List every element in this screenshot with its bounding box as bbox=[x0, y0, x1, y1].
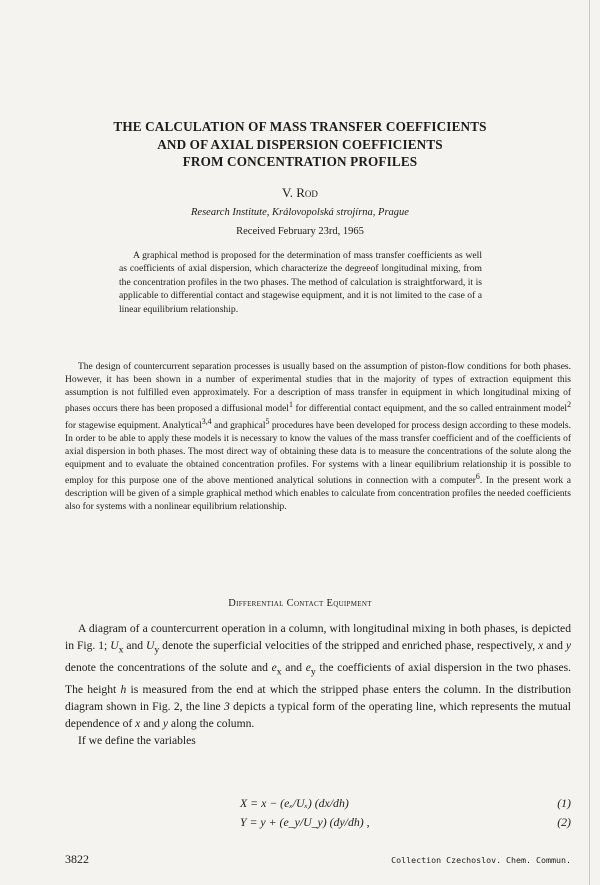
var-y: y bbox=[565, 639, 571, 653]
body-text-run: denote the concentrations of the solute and bbox=[65, 660, 272, 674]
title-line-3: FROM CONCENTRATION PROFILES bbox=[182, 154, 418, 169]
body-text bbox=[65, 620, 571, 750]
journal-name: Collection Czechoslov. Chem. Commun. bbox=[391, 855, 571, 865]
section-heading: Differential Contact Equipment bbox=[228, 598, 372, 609]
body-text-run: and bbox=[123, 639, 147, 653]
equation-expression: Y = y + (e_y/U_y) (dy/dh) , bbox=[240, 815, 370, 829]
body-text-run: the coefficients of axial dispersion in the two phases. The height bbox=[65, 660, 572, 696]
body-text-run: depicts a typical form of the operating line, which represents the mutual dependence of bbox=[65, 699, 571, 731]
body-text-run: along the column. bbox=[168, 717, 255, 731]
body-text-run: is measured from the end at which the stripped phase enters the column. In the distribution diagram shown in Fig. 2, the line bbox=[65, 682, 571, 713]
received-date: Received February 23rd, 1965 bbox=[236, 226, 364, 237]
title-line-2: AND OF AXIAL DISPERSION COEFFICIENTS bbox=[157, 136, 443, 152]
var-x: x bbox=[135, 717, 141, 731]
intro-text: for differential contact equipment, and the so called entrainment model bbox=[292, 404, 568, 415]
ref-superscript: 2 bbox=[567, 400, 572, 410]
author-name: V. Rod bbox=[282, 185, 318, 200]
article-title bbox=[0, 118, 600, 171]
body-text-run: and bbox=[140, 717, 163, 731]
body-text-run: denote the superficial velocities of the stripped and enriched phase, respectively, bbox=[159, 639, 539, 653]
intro-text: and graphical bbox=[211, 421, 266, 432]
body-paragraph-2: If we define the variables bbox=[78, 734, 196, 748]
body-paragraph-1 bbox=[65, 620, 571, 732]
page-number: 3822 bbox=[65, 852, 89, 866]
var-x: x bbox=[538, 639, 544, 653]
var-e: e bbox=[271, 660, 277, 674]
author-affiliation: Research Institute, Královopolská strojírna, Prague bbox=[191, 207, 409, 218]
ref-superscript: 3,4 bbox=[201, 417, 212, 427]
intro-text: procedures have been developed for process design according to these models. In order to be able to apply these models it is necessary to know the values of the mass transfer coefficient and of the coefficients of axial dispersion in both phases. The most direct way of obtaining these data is to measure the concentrations of the solute along the equipment and to evaluate the obtained concentration profiles. For systems with a linear equilibrium relationship it is possible to employ for this purpose one of the above mentioned analytical solutions in connection with a computer bbox=[65, 421, 571, 487]
equation-number: (1) bbox=[557, 796, 571, 810]
body-text-run: and bbox=[281, 660, 306, 674]
equation-1 bbox=[65, 796, 571, 813]
sub-y: y bbox=[154, 644, 160, 656]
equation-expression: X = x − (eₓ/Uₓ) (dx/dh) bbox=[240, 796, 349, 810]
intro-text: The design of countercurrent separation processes is usually based on the assumption of piston-flow conditions for both phases. However, it has been shown in a number of experimental studies that in the majority of types of extraction equipment this assumption is not fulfilled even approximately. For a description of mass transfer in equipment in which longitudinal mixing of phases occurs there has been proposed a diffusional model bbox=[65, 362, 571, 415]
ref-superscript: 6 bbox=[475, 472, 480, 482]
abstract-text: A graphical method is proposed for the determination of mass transfer coefficients as well as coefficients of axial dispersion, which characterize the degreeof longitudinal mixing, from the concentration profiles in the two phases. The method of calculation is straightforward, it is applicable to differential contact and stagewise equipment, and it is not limited to the case of a linear equilibrium relationship. bbox=[119, 250, 482, 315]
body-text-run: and bbox=[543, 639, 566, 653]
intro-text: for stagewise equipment. Analytical bbox=[65, 421, 202, 432]
title-line-1: THE CALCULATION OF MASS TRANSFER COEFFICIENTS bbox=[113, 119, 487, 134]
var-e: e bbox=[305, 660, 311, 674]
var-h: h bbox=[120, 682, 127, 696]
equation-2 bbox=[65, 815, 571, 832]
ref-superscript: 1 bbox=[288, 400, 293, 410]
ref-superscript: 5 bbox=[265, 417, 270, 427]
intro-paragraph bbox=[65, 361, 571, 514]
var-U: U bbox=[146, 639, 155, 653]
introduction bbox=[65, 361, 571, 514]
body-text-run: A diagram of a countercurrent operation in a column, with longitudinal mixing in both phases, is depicted in Fig. 1; bbox=[65, 622, 571, 653]
sub-y: y bbox=[310, 666, 316, 678]
var-y: y bbox=[162, 717, 169, 731]
sub-x: x bbox=[118, 644, 124, 656]
sub-x: x bbox=[276, 666, 282, 678]
equation-number: (2) bbox=[557, 815, 571, 829]
abstract bbox=[119, 249, 482, 316]
line-number: 3 bbox=[223, 699, 230, 713]
var-U: U bbox=[110, 639, 119, 653]
intro-text: . In the present work a description will be given of a simple graphical method which enables to calculate from concentration profiles the needed coefficients also for systems with a nonlinear equilibrium relationship. bbox=[65, 476, 571, 512]
